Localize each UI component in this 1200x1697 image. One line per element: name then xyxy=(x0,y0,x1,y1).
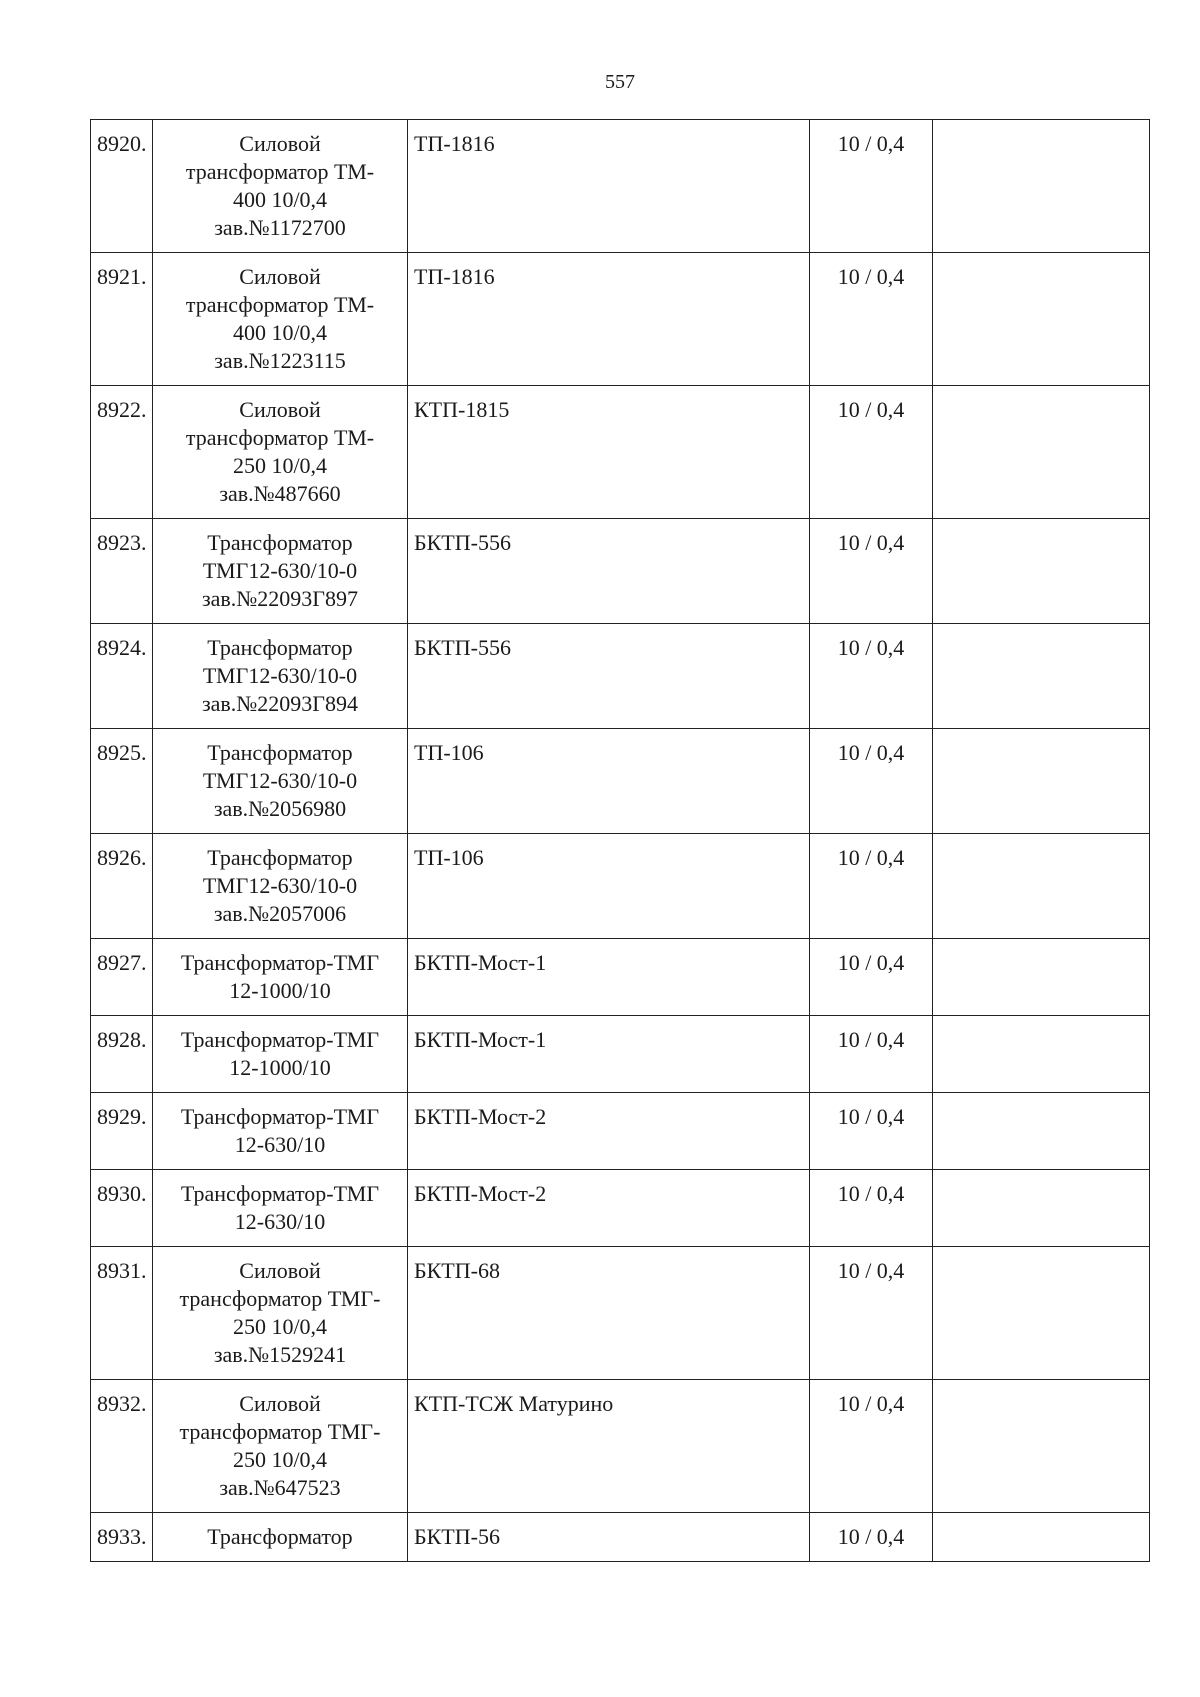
equipment-name-line: Силовой xyxy=(239,1391,321,1416)
equipment-name-line: Трансформатор xyxy=(207,635,353,660)
equipment-name-line: зав.№22093Г894 xyxy=(201,691,359,716)
empty-cell xyxy=(933,624,1150,729)
equipment-name-line: ТМГ12-630/10-0 xyxy=(202,873,358,898)
equipment-name-line: Трансформатор-ТМГ xyxy=(180,1181,380,1206)
equipment-name-line: Трансформатор xyxy=(207,1524,353,1549)
equipment-name-line: трансформатор ТМ- xyxy=(185,159,375,184)
equipment-name xyxy=(153,120,408,253)
voltage-class: 10 / 0,4 xyxy=(810,1016,933,1093)
empty-cell xyxy=(933,1093,1150,1170)
table-row xyxy=(91,253,1150,386)
equipment-name-line: Трансформатор-ТМГ xyxy=(180,1027,380,1052)
equipment-name-line: зав.№2056980 xyxy=(213,796,347,821)
row-number: 8920. xyxy=(91,120,153,253)
voltage-class: 10 / 0,4 xyxy=(810,253,933,386)
empty-cell xyxy=(933,834,1150,939)
table-row xyxy=(91,1247,1150,1380)
installation-location: БКТП-68 xyxy=(408,1247,810,1380)
row-number: 8931. xyxy=(91,1247,153,1380)
equipment-name-line: ТМГ12-630/10-0 xyxy=(202,768,358,793)
table-row xyxy=(91,519,1150,624)
equipment-name-line: Трансформатор xyxy=(207,530,353,555)
table-row xyxy=(91,120,1150,253)
equipment-name xyxy=(153,729,408,834)
installation-location: ТП-106 xyxy=(408,834,810,939)
equipment-name-line: Трансформатор xyxy=(207,845,353,870)
equipment-name xyxy=(153,1170,408,1247)
equipment-name-line: 12-1000/10 xyxy=(229,978,331,1003)
installation-location: БКТП-Мост-1 xyxy=(408,1016,810,1093)
equipment-name-line: зав.№487660 xyxy=(219,481,341,506)
installation-location: БКТП-Мост-2 xyxy=(408,1093,810,1170)
equipment-name xyxy=(153,1380,408,1513)
empty-cell xyxy=(933,939,1150,1016)
equipment-name-line: ТМГ12-630/10-0 xyxy=(202,663,358,688)
equipment-name xyxy=(153,1247,408,1380)
table-row xyxy=(91,1016,1150,1093)
table-row xyxy=(91,1093,1150,1170)
voltage-class: 10 / 0,4 xyxy=(810,1093,933,1170)
equipment-name-line: Трансформатор-ТМГ xyxy=(180,1104,380,1129)
equipment-name xyxy=(153,834,408,939)
voltage-class: 10 / 0,4 xyxy=(810,624,933,729)
row-number: 8922. xyxy=(91,386,153,519)
equipment-name-line: зав.№1529241 xyxy=(213,1342,347,1367)
row-number: 8927. xyxy=(91,939,153,1016)
voltage-class: 10 / 0,4 xyxy=(810,1513,933,1562)
equipment-name-line: 400 10/0,4 xyxy=(232,320,328,345)
equipment-name-line: Силовой xyxy=(239,264,321,289)
installation-location: КТП-ТСЖ Матурино xyxy=(408,1380,810,1513)
equipment-name-line: трансформатор ТМГ- xyxy=(179,1419,381,1444)
voltage-class: 10 / 0,4 xyxy=(810,939,933,1016)
empty-cell xyxy=(933,1513,1150,1562)
equipment-name xyxy=(153,1093,408,1170)
equipment-name-line: Силовой xyxy=(239,131,321,156)
table-row xyxy=(91,1170,1150,1247)
installation-location: КТП-1815 xyxy=(408,386,810,519)
equipment-name-line: зав.№1172700 xyxy=(214,215,346,240)
empty-cell xyxy=(933,120,1150,253)
installation-location: ТП-106 xyxy=(408,729,810,834)
installation-location: БКТП-Мост-2 xyxy=(408,1170,810,1247)
voltage-class: 10 / 0,4 xyxy=(810,120,933,253)
table-row xyxy=(91,939,1150,1016)
row-number: 8925. xyxy=(91,729,153,834)
installation-location: БКТП-556 xyxy=(408,519,810,624)
empty-cell xyxy=(933,386,1150,519)
equipment-name-line: зав.№647523 xyxy=(219,1475,341,1500)
equipment-name-line: Трансформатор-ТМГ xyxy=(180,950,380,975)
empty-cell xyxy=(933,1247,1150,1380)
table-row xyxy=(91,386,1150,519)
equipment-name-line: ТМГ12-630/10-0 xyxy=(202,558,358,583)
installation-location: ТП-1816 xyxy=(408,120,810,253)
voltage-class: 10 / 0,4 xyxy=(810,1170,933,1247)
equipment-name-line: 12-630/10 xyxy=(234,1209,326,1234)
equipment-name xyxy=(153,624,408,729)
installation-location: БКТП-556 xyxy=(408,624,810,729)
voltage-class: 10 / 0,4 xyxy=(810,834,933,939)
equipment-name-line: 12-1000/10 xyxy=(229,1055,331,1080)
voltage-class: 10 / 0,4 xyxy=(810,519,933,624)
equipment-name xyxy=(153,939,408,1016)
page-number: 557 xyxy=(605,71,635,93)
row-number: 8924. xyxy=(91,624,153,729)
table-row xyxy=(91,624,1150,729)
empty-cell xyxy=(933,729,1150,834)
equipment-name-line: 250 10/0,4 xyxy=(232,1314,328,1339)
table-row xyxy=(91,834,1150,939)
equipment-name-line: 400 10/0,4 xyxy=(232,187,328,212)
empty-cell xyxy=(933,1380,1150,1513)
empty-cell xyxy=(933,1016,1150,1093)
row-number: 8926. xyxy=(91,834,153,939)
row-number: 8928. xyxy=(91,1016,153,1093)
table-row xyxy=(91,1513,1150,1562)
empty-cell xyxy=(933,519,1150,624)
row-number: 8930. xyxy=(91,1170,153,1247)
row-number: 8932. xyxy=(91,1380,153,1513)
table-row xyxy=(91,729,1150,834)
table-body xyxy=(91,120,1150,1562)
equipment-name xyxy=(153,386,408,519)
installation-location: БКТП-Мост-1 xyxy=(408,939,810,1016)
empty-cell xyxy=(933,1170,1150,1247)
empty-cell xyxy=(933,253,1150,386)
row-number: 8923. xyxy=(91,519,153,624)
equipment-name-line: Силовой xyxy=(239,397,321,422)
equipment-name-line: 12-630/10 xyxy=(234,1132,326,1157)
equipment-name-line: Трансформатор xyxy=(207,740,353,765)
equipment-name-line: Силовой xyxy=(239,1258,321,1283)
row-number: 8933. xyxy=(91,1513,153,1562)
voltage-class: 10 / 0,4 xyxy=(810,386,933,519)
equipment-name-line: зав.№1223115 xyxy=(214,348,346,373)
equipment-name xyxy=(153,1513,408,1562)
equipment-name-line: трансформатор ТМ- xyxy=(185,425,375,450)
row-number: 8921. xyxy=(91,253,153,386)
equipment-name-line: 250 10/0,4 xyxy=(232,453,328,478)
installation-location: БКТП-56 xyxy=(408,1513,810,1562)
equipment-name-line: 250 10/0,4 xyxy=(232,1447,328,1472)
equipment-name xyxy=(153,519,408,624)
equipment-name-line: трансформатор ТМГ- xyxy=(179,1286,381,1311)
voltage-class: 10 / 0,4 xyxy=(810,1380,933,1513)
voltage-class: 10 / 0,4 xyxy=(810,729,933,834)
table-row xyxy=(91,1380,1150,1513)
equipment-name xyxy=(153,1016,408,1093)
installation-location: ТП-1816 xyxy=(408,253,810,386)
equipment-name-line: зав.№2057006 xyxy=(213,901,347,926)
equipment-table xyxy=(90,119,1150,1562)
voltage-class: 10 / 0,4 xyxy=(810,1247,933,1380)
equipment-name-line: зав.№22093Г897 xyxy=(201,586,359,611)
equipment-name xyxy=(153,253,408,386)
equipment-name-line: трансформатор ТМ- xyxy=(185,292,375,317)
row-number: 8929. xyxy=(91,1093,153,1170)
